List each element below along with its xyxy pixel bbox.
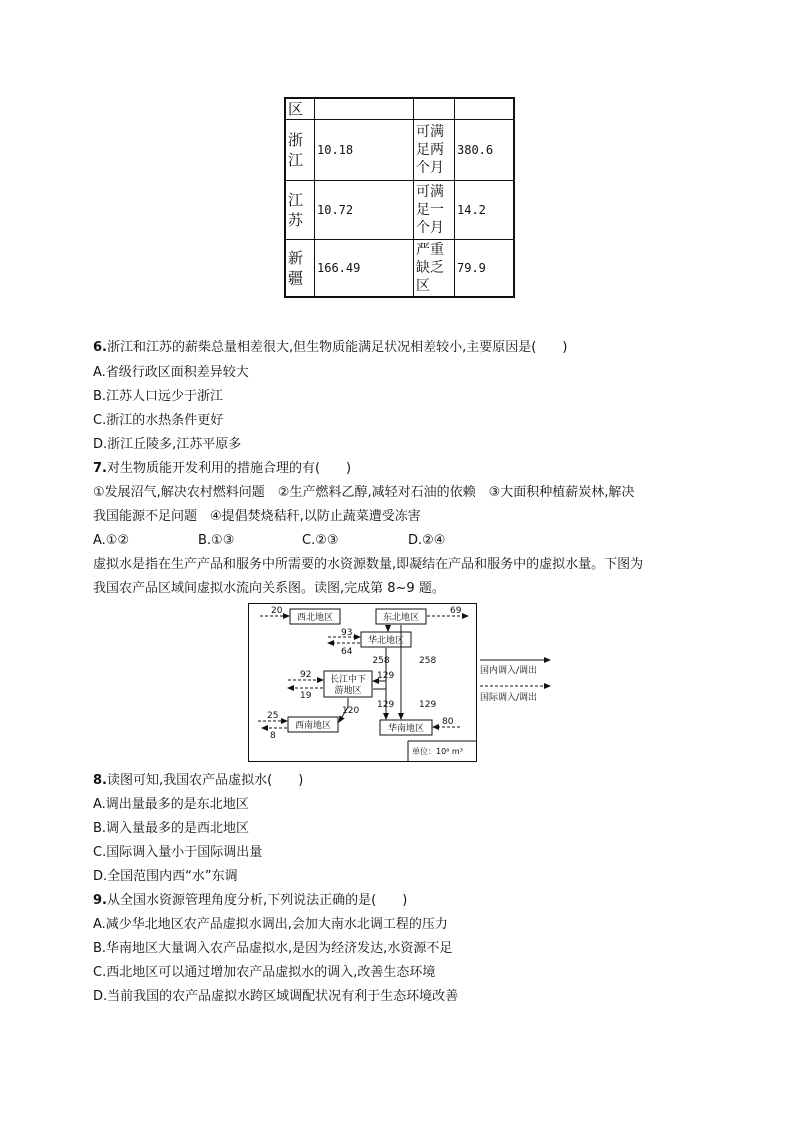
- q8-option-a[interactable]: A.调出量最多的是东北地区: [93, 797, 249, 812]
- q9-option-d[interactable]: D.当前我国的农产品虚拟水跨区域调配状况有利于生态环境改善: [93, 989, 459, 1004]
- question-number: 8.: [93, 773, 107, 788]
- legend-domestic-label: 国内调入/调出: [480, 666, 538, 676]
- table-row: [285, 120, 514, 181]
- flow-value: 25: [267, 711, 279, 721]
- q9-stem: [93, 892, 407, 910]
- flow-value: 258: [419, 656, 437, 666]
- unit-label: 单位：10⁸ m³: [412, 747, 463, 756]
- flow-value: 20: [271, 606, 283, 616]
- region-cell: 江苏: [285, 181, 315, 240]
- q6-option-b[interactable]: B.江苏人口远少于浙江: [93, 389, 224, 404]
- legend-international-label: 国际调入/调出: [480, 693, 538, 703]
- question-number: 6.: [93, 340, 107, 355]
- intro-line1: 虚拟水是指在生产产品和服务中所需要的水资源数量,即凝结在产品和服务中的虚拟水量。下图为: [93, 557, 644, 572]
- table-row: [285, 181, 514, 240]
- q9-option-b[interactable]: B.华南地区大量调入农产品虚拟水,是因为经济发达,水资源不足: [93, 941, 453, 956]
- firewood-cell: 10.18: [315, 120, 414, 181]
- flow-value: 92: [300, 670, 312, 680]
- northeast-label: 东北地区: [382, 613, 420, 623]
- virtual-water-flow-diagram: [248, 603, 478, 763]
- south-china-label: 华南地区: [387, 724, 425, 734]
- flow-value: 129: [377, 700, 395, 710]
- q6-option-c[interactable]: C.浙江的水热条件更好: [93, 413, 224, 428]
- q7-options: [93, 532, 445, 550]
- question-text: 读图可知,我国农产品虚拟水( ): [106, 773, 304, 788]
- q7-stem: [93, 460, 351, 478]
- q8-option-b[interactable]: B.调入量最多的是西北地区: [93, 821, 250, 836]
- flow-value: 80: [442, 717, 454, 727]
- firewood-cell: 10.72: [315, 181, 414, 240]
- question-text: 浙江和江苏的薪柴总量相差很大,但生物质能满足状况相差较小,主要原因是( ): [106, 340, 568, 355]
- biomass-table: [284, 97, 515, 298]
- northwest-label: 西北地区: [296, 613, 334, 623]
- flow-value: 129: [419, 700, 437, 710]
- q8-option-c[interactable]: C.国际调入量小于国际调出量: [93, 845, 263, 860]
- flow-value: 258: [372, 656, 390, 666]
- q6-option-d[interactable]: D.浙江丘陵多,江苏平原多: [93, 437, 242, 452]
- question-number: 9.: [93, 893, 107, 908]
- region-cell: 浙江: [285, 120, 315, 181]
- question-text: 从全国水资源管理角度分析,下列说法正确的是( ): [106, 893, 408, 908]
- status-cell: 可满足两个月: [414, 120, 455, 181]
- flow-value: 64: [341, 647, 353, 657]
- intro-line2: 我国农产品区域间虚拟水流向关系图。读图,完成第 8~9 题。: [93, 581, 445, 596]
- q6-stem: [93, 339, 567, 357]
- yangtze-label-line1: 长江中下: [329, 675, 367, 685]
- value-cell: 380.6: [455, 120, 515, 181]
- q9-option-c[interactable]: C.西北地区可以通过增加农产品虚拟水的调入,改善生态环境: [93, 965, 436, 980]
- north-china-label: 华北地区: [367, 636, 405, 646]
- yangtze-label-line2: 游地区: [334, 686, 362, 696]
- region-cell: 区: [285, 98, 315, 120]
- q8-stem: [93, 772, 303, 790]
- flow-value: 69: [450, 606, 462, 616]
- q7-option-c[interactable]: C.②③: [302, 533, 339, 548]
- status-cell: 可满足一个月: [414, 181, 455, 240]
- value-cell: 79.9: [455, 240, 515, 298]
- region-cell: 新疆: [285, 240, 315, 298]
- value-cell: [455, 98, 515, 120]
- status-cell: 严重缺乏区: [414, 240, 455, 298]
- q7-statements-line2: 我国能源不足问题 ④提倡焚烧秸秆,以防止蔬菜遭受冻害: [93, 509, 421, 524]
- table-row: [285, 240, 514, 298]
- firewood-cell: [315, 98, 414, 120]
- flow-value: 19: [300, 691, 312, 701]
- q7-statements-line1: ①发展沼气,解决农村燃料问题 ②生产燃料乙醇,减轻对石油的依赖 ③大面积种植薪炭林,解决: [93, 485, 635, 500]
- question-text: 对生物质能开发利用的措施合理的有( ): [106, 461, 352, 476]
- q6-option-a[interactable]: A.省级行政区面积差异较大: [93, 365, 249, 380]
- status-cell: [414, 98, 455, 120]
- flow-value: 8: [270, 731, 276, 741]
- value-cell: 14.2: [455, 181, 515, 240]
- table-row: [285, 98, 514, 120]
- q7-option-d[interactable]: D.②④: [408, 533, 446, 548]
- flow-value: 129: [377, 671, 395, 681]
- q8-option-d[interactable]: D.全国范围内西“水”东调: [93, 869, 238, 884]
- firewood-cell: 166.49: [315, 240, 414, 298]
- southwest-label: 西南地区: [294, 721, 332, 731]
- diagram-legend: [478, 652, 558, 708]
- q9-option-a[interactable]: A.减少华北地区农产品虚拟水调出,会加大南水北调工程的压力: [93, 917, 448, 932]
- flow-value: 93: [341, 628, 353, 638]
- question-number: 7.: [93, 461, 107, 476]
- flow-value: 120: [342, 706, 360, 716]
- q7-option-a[interactable]: A.①②: [93, 533, 130, 548]
- q7-option-b[interactable]: B.①③: [198, 533, 235, 548]
